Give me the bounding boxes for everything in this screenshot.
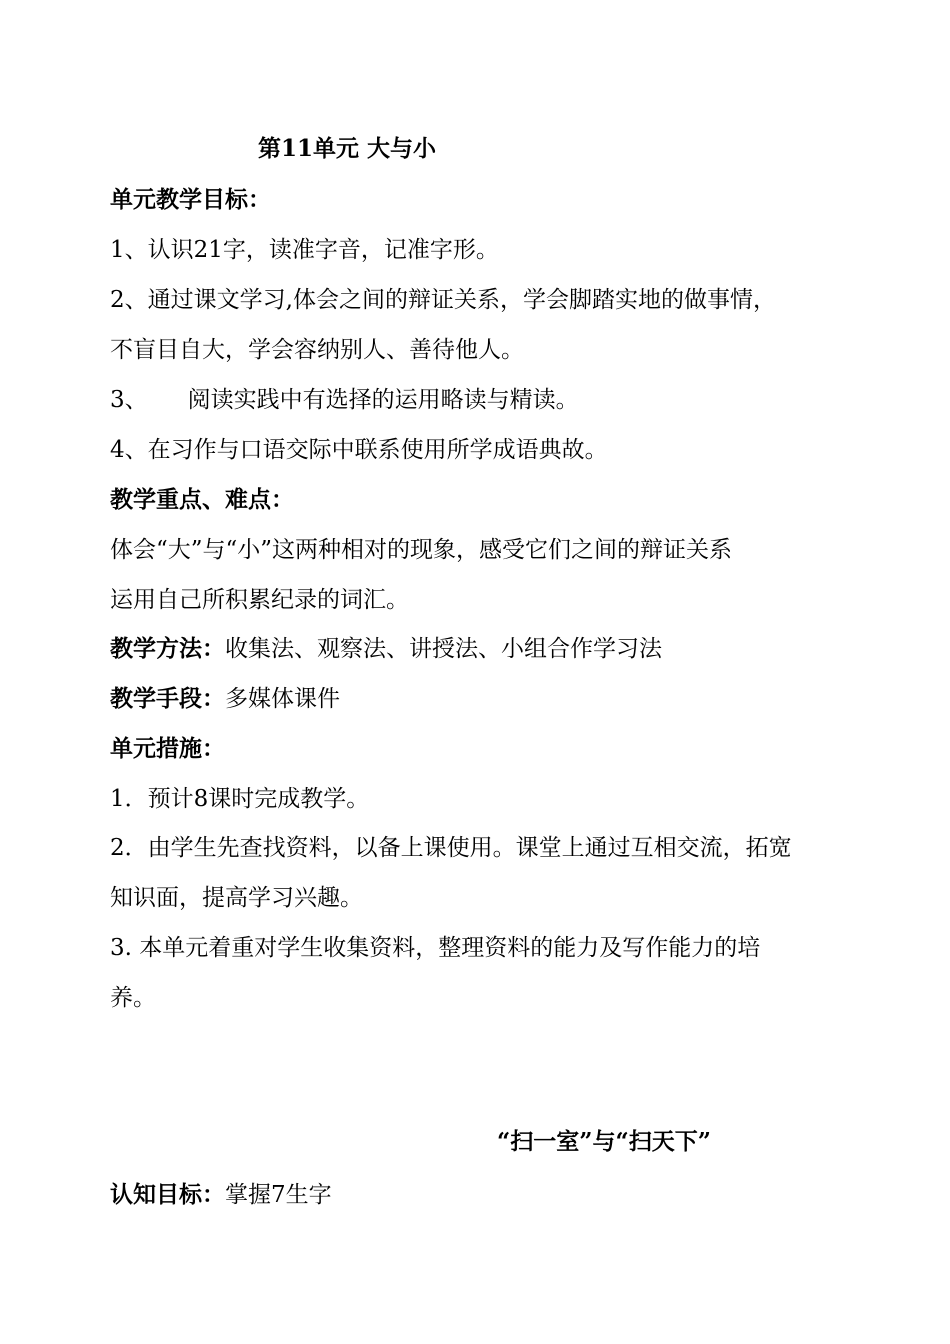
unit-title: 第11单元 大与小 — [258, 135, 437, 162]
lesson-title: “扫一室”与“扫天下” — [497, 1128, 711, 1155]
goals-heading: 单元教学目标： — [110, 186, 271, 213]
goal-item: 2、通过课文学习,体会之间的辩证关系，学会脚踏实地的做事情， — [110, 287, 776, 313]
means-label: 教学手段： — [110, 685, 225, 712]
cognitive-value: 掌握7生字 — [225, 1182, 332, 1208]
key-points-heading: 教学重点、难点： — [110, 486, 294, 513]
cognitive-row — [110, 1180, 332, 1210]
measures-heading: 单元措施： — [110, 735, 225, 762]
methods-value: 收集法、观察法、讲授法、小组合作学习法 — [225, 636, 662, 662]
goal-item: 1、认识21字，读准字音，记准字形。 — [110, 237, 499, 263]
methods-row — [110, 634, 662, 664]
measure-item: 1．预计8课时完成教学。 — [110, 786, 370, 812]
goal-number: 3、 — [110, 387, 148, 413]
key-points-line: 体会“大”与“小”这两种相对的现象，感受它们之间的辩证关系 — [110, 537, 733, 563]
means-value: 多媒体课件 — [225, 686, 340, 712]
means-row — [110, 684, 340, 714]
goal-item: 不盲目自大，学会容纳别人、善待他人。 — [110, 337, 524, 363]
measure-item: 3. 本单元着重对学生收集资料，整理资料的能力及写作能力的培 — [110, 935, 761, 961]
measure-item: 知识面，提高学习兴趣。 — [110, 885, 363, 911]
key-points-line: 运用自己所积累纪录的词汇。 — [110, 587, 409, 613]
measure-item: 养。 — [110, 985, 156, 1011]
measure-item: 2．由学生先查找资料，以备上课使用。课堂上通过互相交流，拓宽 — [110, 835, 792, 861]
methods-label: 教学方法： — [110, 635, 225, 662]
goal-text: 阅读实践中有选择的运用略读与精读。 — [187, 387, 579, 413]
goal-item — [110, 385, 579, 415]
cognitive-label: 认知目标： — [110, 1181, 225, 1208]
goal-item: 4、在习作与口语交际中联系使用所学成语典故。 — [110, 437, 608, 463]
